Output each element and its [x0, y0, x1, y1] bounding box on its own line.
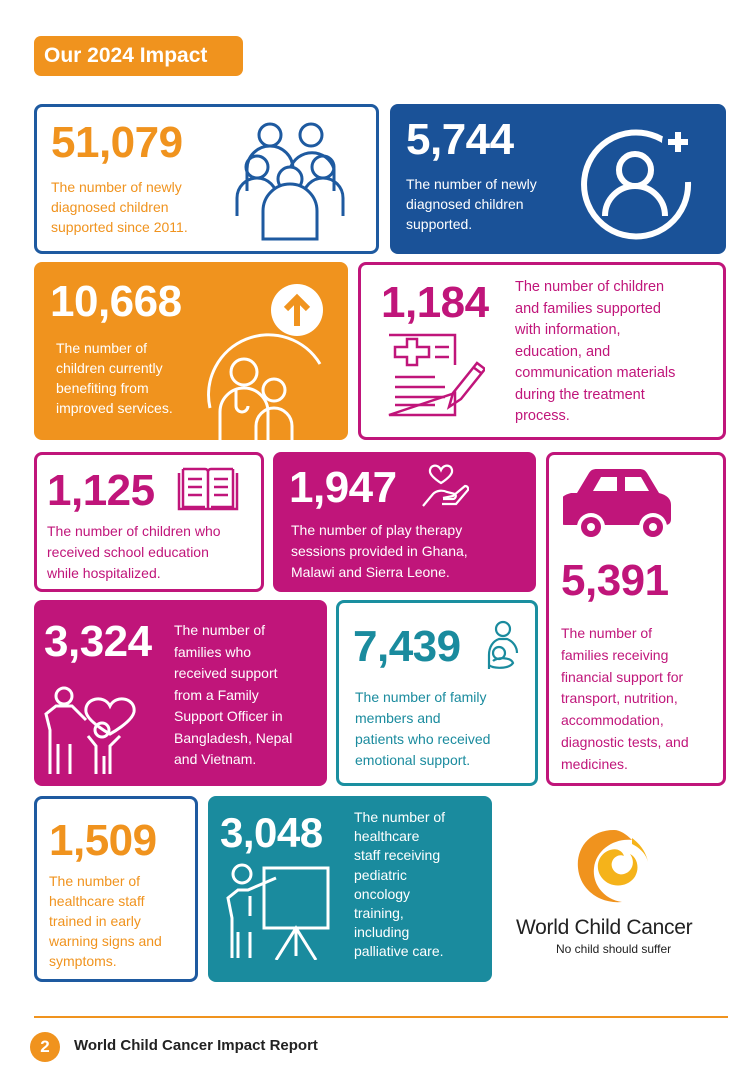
stat-card-children-since-2011 [34, 104, 379, 254]
page-number-badge: 2 [30, 1032, 60, 1062]
stat-description: The number of families receiving financial support for transport, nutrition, accommodation, diagnostic tests, and medicines. [561, 625, 689, 772]
stat-description: The number of play therapy sessions provided in Ghana, Malawi and Sierra Leone. [291, 522, 468, 580]
stat-card-family-support-officer [34, 600, 327, 786]
page-heading: Our 2024 Impact [34, 36, 243, 76]
stat-value: 3,048 [220, 809, 323, 856]
stat-description: The number of healthcare staff trained in early warning signs and symptoms. [49, 873, 162, 969]
stat-value: 51,079 [51, 118, 183, 167]
footer-divider [34, 1016, 728, 1018]
family-heart-icon [44, 676, 144, 776]
stat-value: 1,947 [289, 463, 397, 512]
teacher-board-icon [226, 860, 332, 960]
stat-description: The number of families who received support from a Family Support Officer in Bangladesh, Nepal and Vietnam. [174, 622, 293, 767]
group-people-icon [235, 121, 345, 241]
car-icon [563, 469, 683, 543]
stat-description: The number of children who received school education while hospitalized. [47, 523, 221, 581]
add-user-icon [580, 120, 700, 240]
stat-card-newly-diagnosed [390, 104, 726, 254]
stat-value: 1,184 [381, 278, 489, 327]
stat-value: 10,668 [50, 277, 182, 326]
stat-card-emotional-support [336, 600, 538, 786]
stat-card-pediatric-oncology-training [208, 796, 492, 982]
stat-description: The number of newly diagnosed children supported. [406, 176, 537, 232]
stat-card-healthcare-staff-trained [34, 796, 198, 982]
stat-card-financial-support [546, 452, 726, 786]
open-book-icon [177, 465, 239, 513]
logo-wordmark: World Child Cancer [516, 916, 693, 939]
stat-description: The number of family members and patients who received emotional support. [355, 689, 491, 768]
stat-value: 5,744 [406, 115, 514, 164]
stat-value: 1,125 [47, 466, 155, 515]
mother-baby-icon [481, 619, 521, 673]
hand-heart-icon [419, 458, 469, 510]
stat-value: 3,324 [44, 617, 152, 666]
stat-value: 1,509 [49, 816, 157, 865]
stat-description: The number of healthcare staff receiving pediatric oncology training, including palliative care. [354, 809, 446, 960]
stat-description: The number of children currently benefiting from improved services. [56, 340, 173, 416]
stat-card-information-materials [358, 262, 726, 440]
doctor-child-up-arrow-icon [202, 278, 337, 440]
footer-report-title: World Child Cancer Impact Report [74, 1037, 318, 1054]
stat-description: The number of newly diagnosed children supported since 2011. [51, 179, 188, 235]
stat-value: 5,391 [561, 556, 669, 605]
stat-value: 7,439 [353, 622, 461, 671]
medical-form-pen-icon [385, 333, 485, 417]
logo-tagline: No child should suffer [556, 942, 672, 956]
stat-card-play-therapy [273, 452, 536, 592]
stat-card-improved-services [34, 262, 348, 440]
stat-card-school-education [34, 452, 264, 592]
world-child-cancer-swirl-logo [574, 826, 650, 906]
stat-description: The number of children and families supported with information, education, and communication materials during the treatment process. [515, 279, 676, 424]
